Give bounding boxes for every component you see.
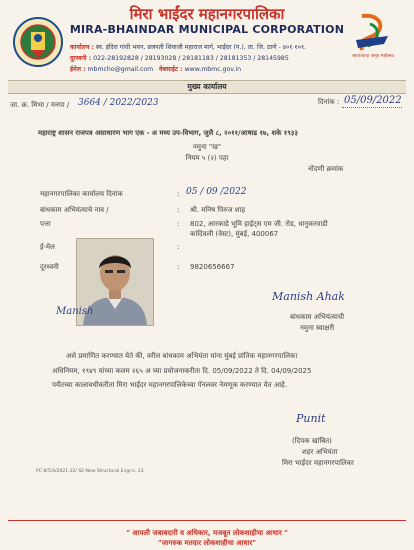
date-label: दिनांक : <box>318 98 340 106</box>
signature-title-line1: बांधकाम अभियंत्याची <box>290 313 345 321</box>
gazette-reference: महाराष्ट्र शासन राजपत्र असाधारण भाग एक - अ मध्य उप-विभाग, जुलै ८, २०११/आषाढ १७, शके १९३३ <box>38 129 298 137</box>
photo-signature: Manish <box>56 306 94 317</box>
field-colon: : <box>177 263 180 271</box>
corporation-title-english: MIRA-BHAINDAR MUNICIPAL CORPORATION <box>69 23 345 36</box>
office-email: mbmcho@gmail.com <box>87 66 154 73</box>
field-date-label: महानगरपालिका कार्यालय दिनांक <box>40 190 123 198</box>
officer-designation: शहर अभियंता <box>302 448 338 456</box>
officer-corporation: मिरा भाईंदर महानगरपालिका <box>282 459 354 467</box>
field-phone-label: दूरध्वनी <box>40 263 59 271</box>
footer-slogans <box>0 528 414 548</box>
phone-label: दूरध्वनी : <box>70 55 92 62</box>
address-label: कार्यालय : <box>70 44 94 51</box>
footer-slogan-2: "जागरुक मतदार लोकशाहीचा आधार" <box>157 539 257 547</box>
field-date-value: 05 / 09 /2022 <box>186 187 247 197</box>
header-contact-block <box>70 42 360 75</box>
footer-slogan-1: " आपली जबाबदारी व अधिकार, मजबूत लोकशाहीचा आधार " <box>126 529 288 537</box>
field-email-label: ई-मेल <box>40 243 55 251</box>
certification-line1: असे प्रमाणित करण्यात येते की, वरील बांधकाम अभियंता यांना मुंबई प्रांतिक महानगरपालिका <box>66 352 298 360</box>
field-colon: : <box>177 206 180 214</box>
reference-label: जा. क्र. मिभा / मनपा / <box>10 101 70 109</box>
field-colon: : <box>177 243 180 251</box>
signature-title-line2: नमुना स्वाक्षरी <box>300 324 335 332</box>
rule-reference: नियम ५ (२) पहा <box>185 154 229 162</box>
officer-signature: Punit <box>296 412 326 425</box>
certification-line2: अधिनियम, १९४९ यांच्या कलम २६५ अ च्या प्रयोजनाकरीता दि. 05/09/2022 ते दि. 04/09/2025 <box>52 367 312 375</box>
email-label: ईमेल : <box>70 66 86 73</box>
field-name-label: बांधकाम अभियंत्याचे नाव / <box>40 206 109 214</box>
registration-label: नोंदणी क्रमांक <box>308 165 344 173</box>
field-address-label: पत्ता <box>40 220 51 228</box>
field-phone-value: 9820656667 <box>190 263 235 271</box>
main-office-bar: मुख्य कार्यालय <box>8 80 406 94</box>
field-address-line1: 802, आरकाडे भूमि हाईट्स एम जी. रोड, धानुकरवाडी <box>190 220 328 228</box>
field-colon: : <box>177 190 180 198</box>
field-colon: : <box>177 220 180 228</box>
corporation-title-marathi: मिरा भाईंदर महानगरपालिका <box>129 5 285 23</box>
field-address-line2: कांदिवली (वेस्ट), मुंबई, 400067 <box>190 230 279 238</box>
reference-number: 3664 / 2022/2023 <box>78 98 159 108</box>
document-code: PC-8/5/4/2021-22/ SE-New Structural Engr-L- 23 <box>36 469 144 474</box>
officer-name: (दिपक खांबित) <box>292 437 332 445</box>
date-underline <box>342 107 402 108</box>
website-label: वेबसाईट : <box>159 66 183 73</box>
applicant-signature: Manish Ahak <box>272 290 345 303</box>
issue-date: 05/09/2022 <box>344 95 402 106</box>
footer-divider <box>8 520 406 521</box>
office-website: www.mbmc.gov.in <box>184 66 242 73</box>
field-name-value: श्री. मनिष पिरुज शाह <box>190 206 246 214</box>
office-phones: 022-28192828 / 28193028 / 28181183 / 28181353 / 28145985 <box>93 55 289 62</box>
logo-caption: स्वातंत्र्याचा अमृत महोत्सव <box>352 54 394 59</box>
form-title: नमुना "ख" <box>192 143 222 151</box>
certification-line3: पर्यंतच्या कालावधीकरीता मिरा भाईंदर महानगरपालिकेच्या पॅनलवर नेमणूक करण्यात येत आहे. <box>52 381 287 389</box>
office-address: स्व. इंदिरा गांधी भवन, छत्रपती शिवाजी महाराज मार्ग, भाईंदर (प.), ता. जि. ठाणे - ४०१ १०१. <box>95 44 307 51</box>
azadi-ka-amrit-mahotsav-logo-icon <box>348 10 396 68</box>
